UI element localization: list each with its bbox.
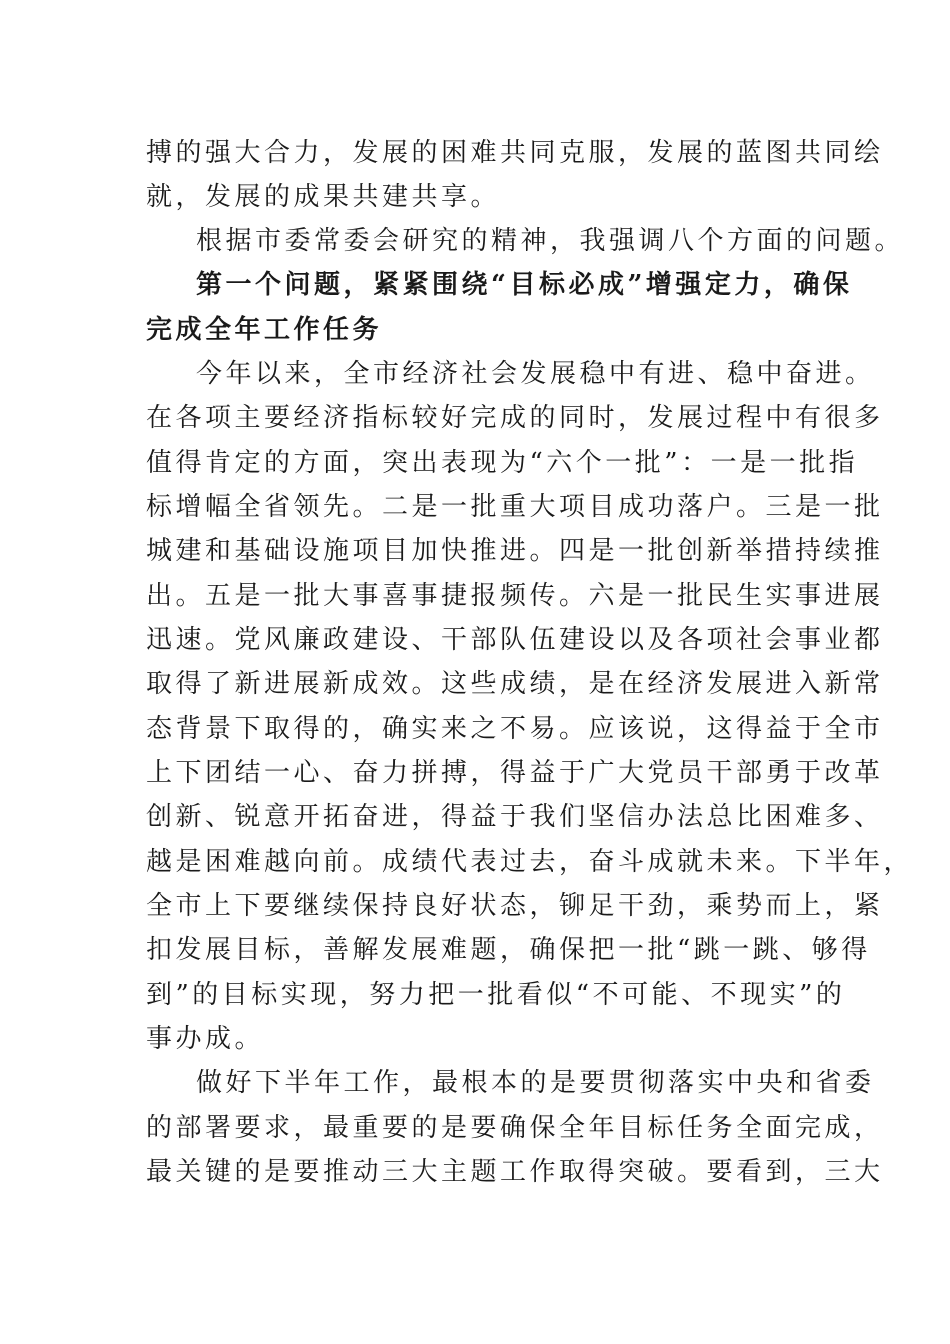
body-text-line: 的部署要求，最重要的是要确保全年目标任务全面完成， [146, 1113, 884, 1143]
section-heading-line: 完成全年工作任务 [146, 315, 383, 345]
body-text-line: 出。五是一批大事喜事捷报频传。六是一批民生实事进展 [146, 581, 884, 611]
body-text-line: 越是困难越向前。成绩代表过去，奋斗成就未来。下半年， [146, 847, 914, 877]
body-text-line: 今年以来，全市经济社会发展稳中有进、稳中奋进。 [196, 359, 875, 389]
body-text-line: 取得了新进展新成效。这些成绩，是在经济发展进入新常 [146, 669, 884, 699]
body-text-line: 到”的目标实现，努力把一批看似“不可能、不现实”的 [146, 980, 846, 1010]
body-text-line: 搏的强大合力，发展的困难共同克服，发展的蓝图共同绘 [146, 138, 884, 168]
body-text-line: 创新、锐意开拓奋进，得益于我们坚信办法总比困难多、 [146, 802, 884, 832]
body-text-line: 扣发展目标，善解发展难题，确保把一批“跳一跳、够得 [146, 935, 871, 965]
body-text-line: 就，发展的成果共建共享。 [146, 182, 501, 212]
body-text-line: 全市上下要继续保持良好状态，铆足干劲，乘势而上，紧 [146, 891, 884, 921]
body-text-line: 事办成。 [146, 1024, 265, 1054]
body-text-line: 态背景下取得的，确实来之不易。应该说，这得益于全市 [146, 714, 884, 744]
section-heading-line: 第一个问题，紧紧围绕“目标必成”增强定力，确保 [196, 270, 853, 300]
body-text-line: 根据市委常委会研究的精神，我强调八个方面的问题。 [196, 226, 905, 256]
body-text-line: 迅速。党风廉政建设、干部队伍建设以及各项社会事业都 [146, 625, 884, 655]
body-text-line: 值得肯定的方面，突出表现为“六个一批”：一是一批指 [146, 448, 859, 478]
body-text-line: 标增幅全省领先。二是一批重大项目成功落户。三是一批 [146, 492, 884, 522]
body-text-line: 上下团结一心、奋力拼搏，得益于广大党员干部勇于改革 [146, 758, 884, 788]
body-text-line: 城建和基础设施项目加快推进。四是一批创新举措持续推 [146, 536, 884, 566]
body-text-line: 最关键的是要推动三大主题工作取得突破。要看到，三大 [146, 1157, 884, 1187]
body-text-line: 做好下半年工作，最根本的是要贯彻落实中央和省委 [196, 1068, 875, 1098]
body-text-line: 在各项主要经济指标较好完成的同时，发展过程中有很多 [146, 403, 884, 433]
